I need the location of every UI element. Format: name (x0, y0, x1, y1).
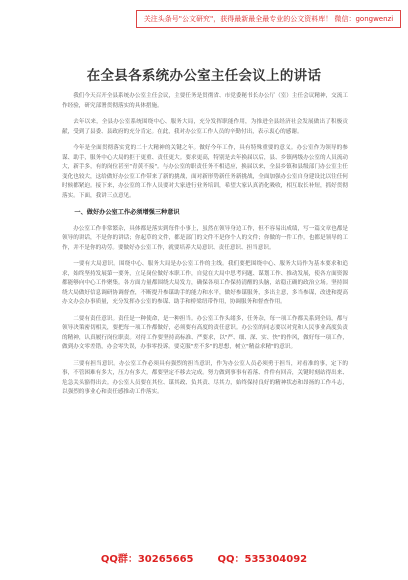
qq-number-text: QQ：535304092 (217, 554, 308, 565)
contact-footer (0, 550, 408, 565)
body-paragraph: 一要有大局意识。围绕中心、服务大局是办公室工作的主线。我们要把围绕中心、服务大局作为基本要求和追求，始终坚持发展第一要务，立足岗位做好本职工作，自觉在大局中思考问题、谋划工作、推动发展，使各方面资源都能够向中心工作聚集。各方面力量都围绕大局发力，确保各项工作保持清醒的头脑，站稳正确的政治立场。坚持围绕大局做好信息调研协调督查，不断提升参谋助手的能力和水平，做好参谋服务，多出主意，多当参谋，改进和提高办文办会办事质量，充分发挥办公室的参谋、助手和桥梁纽带作用，协调服务和督查作用。 (62, 261, 348, 305)
body-paragraph: 三要有担当意识。办公室工作必须具有强烈的担当意识，作为办公室人员必须勇于担当，对看准的事，定下的事，不管困难有多大，压力有多大，都要坚定不移去完成。努力做到事事有着落、件件有回音，关键时刻站得出来、危急关头豁得出去。办公室人员要在其位、谋其政、负其责、尽其力，始终保持良好的精神状态和昂扬的工作斗志，以强烈的事业心和责任感推动工作落实。 (62, 360, 348, 395)
document-body (62, 92, 348, 405)
qq-group-text: QQ群：30265665 (100, 554, 194, 565)
body-paragraph: 办公室工作非常繁杂，具体都是落实到每件小事上，虽然在领导身边工作，但不容易出成绩，写一篇文章也都是领导的讲话，不是你的讲话；你起草的文件，都是部门的文件不是你个人的文件；你做的一件工作，也都是领导的工作，并不是你的功劳。要做好办公室工作，就要培养大局意识、责任意识、担当意识。 (62, 225, 348, 251)
promo-banner: 关注头条号"公文研究"，获得最新最全最专业的公文资料库！ 微信：gongwenzi (136, 10, 401, 28)
body-paragraph: 二要有责任意识。责任是一种使命，是一种担当。办公室工作头绪多，任务杂，每一项工作都关系到全局，都与领导决策密切相关，要把每一项工作都做好，必须要有高度的责任意识。办公室的同志要以对党和人民事业高度负责的精神，认真履行岗位职责。对待工作要坚持高标准、严要求，以"严、细、深、实、快"的作风，做好每一项工作，做到办文零差错，办会零失误，办事零投诉。要克服"差不多"的思想，树立"精益求精"的意识。 (62, 315, 348, 350)
section-heading: 一、做好办公室工作必须增强三种意识 (74, 209, 180, 216)
body-paragraph: 去年以来，全县办公室系统围绕中心、服务大局，充分发挥职能作用，为推进全县经济社会发展做出了积极贡献，受到了县委、县政府的充分肯定。在此，我对办公室工作人员的辛勤付出，表示衷心的感谢。 (62, 119, 348, 135)
body-paragraph: 我们今天召开全县系统办公室主任会议，主要任务是贯彻省、市党委秘书长办公厅（室）主任会议精神，交流工作经验，研究部署贯彻落实的具体措施。 (62, 93, 348, 109)
body-paragraph: 今年是全面贯彻落实党的二十大精神的关键之年。做好今年工作，具有特殊重要的意义。办公室作为领导的参谋、助手，服务中心大局的拒于更重、责任更大。要求更高，特别是去年换届以后，县、乡镇两级办公室的人员流动大，新手多，有的岗位甚至"青黄不接"。与办公室的职责任务不相适应，换届以来，全县乡镇和县级部门办公室主任变化也较大，这给做好办公室工作带来了新的挑战，面对新形势新任务新挑战，全面加强办公室自身建设比以往任何时候都紧迫。接下来，办公室的工作人员要对大家进行业务培训，希望大家认真消化吸收，相互取长补短，抓好贯彻落实。下面，我讲三点意见。 (62, 145, 348, 199)
document-title: 在全县各系统办公室主任会议上的讲话 (86, 68, 322, 84)
